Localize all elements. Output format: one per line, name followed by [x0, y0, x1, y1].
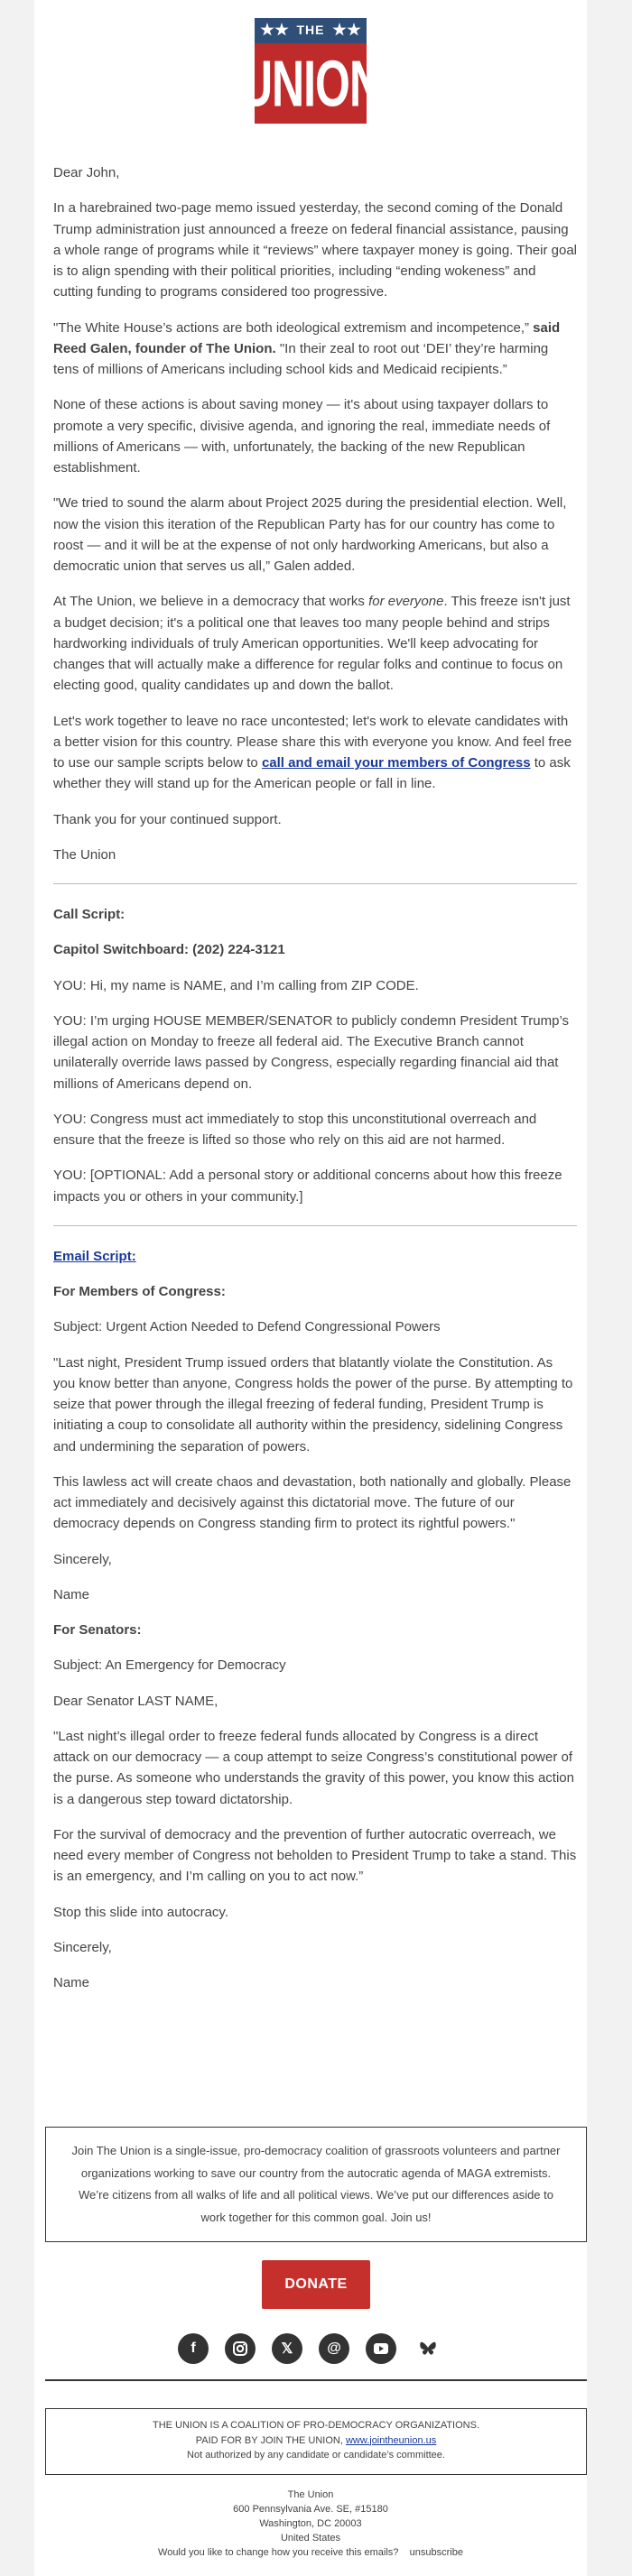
signature-name: Name	[53, 1975, 90, 1990]
paragraph-text: to ask whether they will stand up for the American people or fall in line.	[53, 755, 571, 792]
logo-the-text: THE	[296, 23, 325, 37]
quote-text: "In their zeal to root out ‘DEI’ they’re harming tens of millions of Americans including school kids and Medicaid recipients.”	[53, 340, 549, 377]
address-street: 600 Pennsylvania Ave. SE, #15180	[233, 2503, 388, 2515]
members-heading-text: For Members of Congress:	[53, 1284, 226, 1299]
letter-paragraph	[53, 591, 577, 696]
paragraph-text: . This freeze isn't just a budget decision; it's a political one that leaves too many people behind and strips hardworking individuals of truly American opportunities. We'll keep advocating for changes that will actually make a difference for regular folks and continue to focus on electing good, quality candidates up and down the ballot.	[53, 594, 571, 694]
call-email-congress-link[interactable]: call and email your members of Congress	[261, 755, 531, 771]
call-script-line: YOU: Hi, my name is NAME, and I’m calling from ZIP CODE.	[53, 977, 419, 993]
x-icon[interactable]: 𝕏	[272, 2333, 302, 2364]
letter-paragraph: None of these actions is about saving money — it's about using taxpayer dollars to promote a very specific, divisive agenda, and ignoring the real, immediate needs of millions of Americans — with, unfortunately, the backing of the new Republican establishment.	[53, 397, 551, 475]
signature-name: Name	[53, 1586, 90, 1602]
call-script-line: YOU: Congress must act immediately to stop this unconstitutional overreach and ensure that the freeze is lifted so those who rely on this aid are not harmed.	[53, 1111, 537, 1148]
instagram-icon[interactable]	[225, 2333, 256, 2364]
email-paragraph: For the survival of democracy and the prevention of further autocratic overreach, we need every member of Congress not beholden to President Trump to take a stand. This is an emergency, and I’m calling on you to act now.”	[53, 1826, 577, 1885]
call-script-line: YOU: [OPTIONAL: Add a personal story or additional concerns about how this freeze impacts you or others in your community.]	[53, 1168, 562, 1205]
footer-divider	[45, 2379, 587, 2381]
bluesky-icon[interactable]	[413, 2333, 443, 2364]
emphasis-text: for everyone	[368, 594, 444, 610]
greeting: Dear John,	[53, 165, 120, 180]
logo-main-block	[239, 43, 382, 124]
email-script-link[interactable]: Email Script:	[53, 1248, 136, 1264]
website-link[interactable]: www.jointheunion.us	[345, 2434, 437, 2446]
members-subject: Subject: Urgent Action Needed to Defend Congressional Powers	[53, 1319, 441, 1335]
logo-union-text: UNION	[239, 46, 382, 121]
email-body	[34, 0, 587, 2576]
senators-salutation: Dear Senator LAST NAME,	[53, 1693, 218, 1709]
social-links	[34, 2333, 587, 2364]
signoff: The Union	[53, 846, 116, 863]
senators-heading-text: For Senators:	[53, 1622, 142, 1638]
preferences-line	[34, 2546, 587, 2561]
logo-container	[34, 18, 587, 124]
threads-icon[interactable]: @	[319, 2333, 349, 2364]
closing: Sincerely,	[53, 1551, 112, 1567]
letter-content	[53, 162, 577, 2008]
logo-banner	[255, 18, 367, 43]
senators-subject: Subject: An Emergency for Democracy	[53, 1657, 286, 1674]
switchboard-text: Capitol Switchboard: (202) 224-3121	[53, 942, 285, 958]
email-paragraph: "Last night’s illegal order to freeze federal funds allocated by Congress is a direct attack on our democracy — a coup attempt to seize Congress’s constitutional power of the purse. As someone who understands the gravity of this power, you know this action is a dangerous step toward dictatorship.	[53, 1728, 574, 1807]
quote-attribution: said Reed Galen, founder of The Union.	[53, 319, 561, 356]
members-heading	[53, 1281, 577, 1302]
letter-paragraph	[53, 318, 577, 381]
closing: Sincerely,	[53, 1939, 112, 1955]
legal-line: Not authorized by any candidate or candidate’s committee.	[187, 2450, 445, 2461]
facebook-icon[interactable]: f	[178, 2333, 209, 2364]
email-paragraph: "Last night, President Trump issued orders that blatantly violate the Constitution. As you know better than anyone, Congress holds the power of the purse. By attempting to seize that power through the illegal freezing of federal funding, President Trump is initiating a coup to consolidate all authority within the presidency, sidelining Congress and undermining the separation of powers.	[53, 1354, 573, 1454]
legal-disclaimer	[45, 2408, 587, 2475]
address-city: Washington, DC 20003	[259, 2517, 362, 2529]
email-paragraph: Stop this slide into autocracy.	[53, 1904, 228, 1920]
call-script-heading	[53, 904, 577, 925]
paid-for-text: PAID FOR BY JOIN THE UNION,	[195, 2434, 346, 2446]
paragraph-text: At The Union, we believe in a democracy that works	[53, 594, 369, 610]
section-divider	[53, 1225, 577, 1226]
legal-line: THE UNION IS A COALITION OF PRO-DEMOCRACY ORGANIZATIONS.	[152, 2420, 480, 2431]
call-script-heading-text: Call Script:	[53, 907, 125, 922]
switchboard-number	[53, 939, 577, 960]
paragraph-text: Let's work together to leave no race uncontested; let's work to elevate candidates with a better vision for this country. Please share this with everyone you know. And feel free to use our sample scripts below to	[53, 713, 572, 771]
the-union-logo[interactable]	[239, 18, 382, 124]
preferences-text: Would you like to change how you receive this emails?	[158, 2546, 399, 2558]
thanks-line: Thank you for your continued support.	[53, 811, 282, 827]
email-script-heading	[53, 1246, 577, 1267]
section-divider	[53, 883, 577, 884]
letter-paragraph: In a harebrained two-page memo issued yesterday, the second coming of the Donald Trump administration just announced a freeze on federal financial assistance, pausing a whole range of programs while it “reviews” where taxpayer money is going. Their goal is to align spending with their political priorities, including “ending wokeness” and cutting funding to programs considered too progressive.	[53, 200, 577, 300]
about-box: Join The Union is a single-issue, pro-democracy coalition of grassroots volunteers and partner organizations working to save our country from the autocratic agenda of MAGA extremists. We’re citizens from all walks of life and all political views. We’ve put our differences aside to work together for this common goal. Join us!	[45, 2127, 587, 2242]
address-country: United States	[280, 2532, 341, 2544]
youtube-icon[interactable]	[366, 2333, 396, 2364]
letter-paragraph	[53, 711, 577, 795]
donate-button[interactable]: DONATE	[262, 2260, 370, 2309]
email-paragraph: This lawless act will create chaos and devastation, both nationally and globally. Please act immediately and decisively against this dictatorial move. The future of our democracy depends on Congress standing firm to protect its rightful powers."	[53, 1473, 572, 1532]
senators-heading	[53, 1620, 577, 1640]
address-name: The Union	[287, 2489, 334, 2500]
unsubscribe-link[interactable]: unsubscribe	[409, 2546, 463, 2558]
call-script-line: YOU: I’m urging HOUSE MEMBER/SENATOR to publicly condemn President Trump’s illegal action on Monday to freeze all federal aid. The Executive Branch cannot unilaterally override laws passed by Congress, especially regarding financial aid that millions of Americans depend on.	[53, 1012, 570, 1092]
quote-text: "The White House’s actions are both ideological extremism and incompetence,”	[53, 319, 534, 336]
legal-line	[46, 2433, 586, 2449]
mailing-address	[34, 2488, 587, 2561]
letter-paragraph: "We tried to sound the alarm about Project 2025 during the presidential election. Well, now the vision this iteration of the Republican Party has for our country has come to roost — and it will be at the expense of not only hardworking Americans, but also a democratic union that serves us all,” Galen added.	[53, 495, 567, 574]
